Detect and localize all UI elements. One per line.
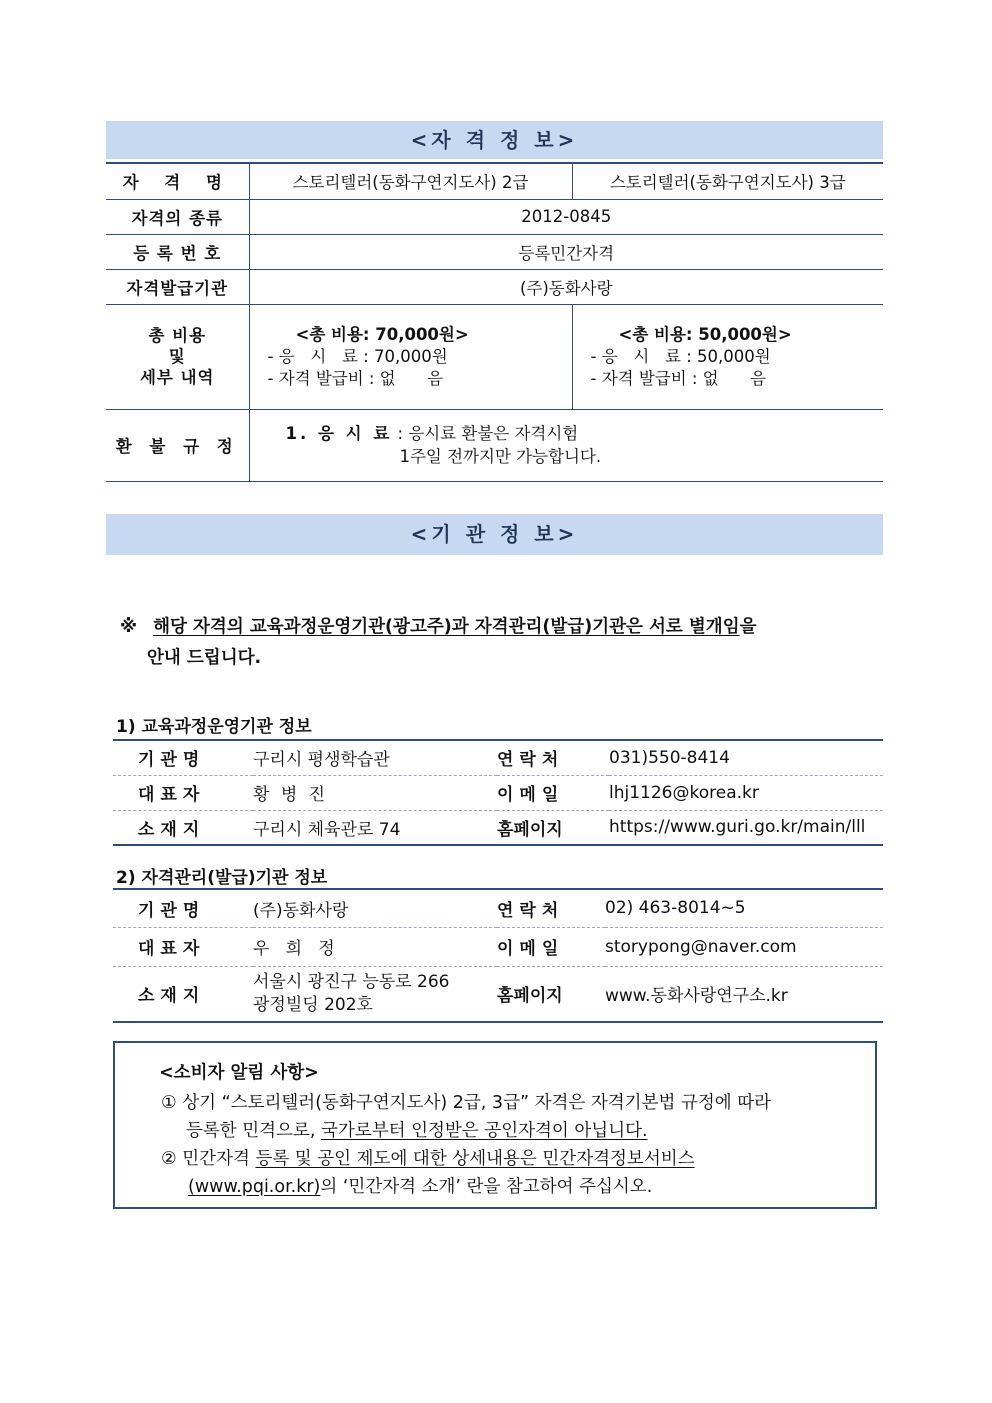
- consumer-item1-line1: ① 상기 “스토리텔러(동화구연지도사) 2급, 3급” 자격은 자격기본법 규정에 따라: [161, 1093, 772, 1113]
- org2-contact-label: 연락처: [497, 889, 605, 927]
- org1-home-value[interactable]: https://www.guri.go.kr/main/lll: [609, 810, 883, 845]
- org2-row-name: [113, 889, 883, 927]
- refund-key: 1. 응 시 료: [285, 424, 393, 443]
- notice: [120, 612, 757, 674]
- org1-home-label: 홈페이지: [497, 810, 609, 845]
- qual-cost-row: [106, 304, 883, 409]
- qualification-table: [106, 162, 883, 482]
- qual-type-row: [106, 199, 883, 234]
- reference-mark: ※: [120, 617, 138, 637]
- qual-reg-value: 등록민간자격: [249, 234, 883, 269]
- consumer-item1-line2: 등록한 민격으로, 국가로부터 인정받은 공인자격이 아닙니다.: [186, 1121, 648, 1141]
- notice-line1: 해당 자격의 교육과정운영기관(광고주)과 자격관리(발급)기관은 서로 별개임: [153, 617, 740, 637]
- qual-reg-row: [106, 234, 883, 269]
- org1-contact-value: 031)550-8414: [609, 740, 883, 775]
- notice-line1-tail: 을: [739, 617, 757, 637]
- org2-row-rep: [113, 927, 883, 966]
- refund-line2: 1주일 전까지만 가능합니다.: [399, 447, 602, 466]
- org1-addr-value: 구리시 체육관로 74: [253, 810, 497, 845]
- qual-name-grade3: 스토리텔러(동화구연지도사) 3급: [572, 163, 883, 199]
- qual-type-label: 자격의 종류: [106, 199, 249, 234]
- org2-row-addr: [113, 966, 883, 1022]
- org2-email-label: 이메일: [497, 927, 605, 966]
- qual-refund-value: [249, 409, 883, 481]
- org2-rep-value: 우 희 정: [253, 927, 497, 966]
- qualification-info-banner: [106, 121, 883, 159]
- qual-name-row: [106, 163, 883, 199]
- org1-name-label: 기관명: [113, 740, 253, 775]
- org2-contact-value: 02) 463-8014~5: [605, 889, 883, 927]
- qual-issuer-label: 자격발급기관: [106, 269, 249, 304]
- section-title: <자 격 정 보>: [410, 128, 579, 152]
- org1-row-rep: [113, 775, 883, 810]
- qual-cost-label: 총 비용 및 세부 내역: [106, 304, 249, 409]
- org2-name-label: 기관명: [113, 889, 253, 927]
- org1-rep-value: 황 병 진: [253, 775, 497, 810]
- org1-row-name: [113, 740, 883, 775]
- cost-fee-grade3: - 응 시 료 : 50,000원: [590, 346, 771, 366]
- refund-line1: : 응시료 환불은 자격시험: [392, 424, 579, 443]
- consumer-notice-box: [113, 1041, 877, 1209]
- consumer-item2-underline: 등록 및 공인 제도에 대한 상세내용은 민간자격정보서비스: [255, 1149, 695, 1169]
- org2-addr-value: [253, 966, 497, 1022]
- qual-cost-grade3: [572, 304, 883, 409]
- org2-rep-label: 대표자: [113, 927, 253, 966]
- org2-home-value[interactable]: www.동화사랑연구소.kr: [605, 966, 883, 1022]
- qual-name-grade2: 스토리텔러(동화구연지도사) 2급: [249, 163, 572, 199]
- organization-info-banner: [106, 514, 883, 555]
- org1-title: 1) 교육과정운영기관 정보: [116, 717, 312, 737]
- org1-addr-label: 소재지: [113, 810, 253, 845]
- cost-total-grade2: <총 비용: 70,000원>: [295, 324, 469, 344]
- org1-contact-label: 연락처: [497, 740, 609, 775]
- org1-table: [113, 739, 883, 846]
- cost-total-grade3: <총 비용: 50,000원>: [618, 324, 792, 344]
- pqi-link[interactable]: (www.pqi.or.kr): [188, 1177, 321, 1197]
- qual-cost-grade2: [249, 304, 572, 409]
- org2-table: [113, 888, 883, 1023]
- org2-addr-line1: 서울시 광진구 능동로 266: [253, 971, 450, 992]
- org1-name-value: 구리시 평생학습관: [253, 740, 497, 775]
- consumer-item1-underline: 국가로부터 인정받은 공인자격이 아닙니다.: [321, 1121, 648, 1141]
- qual-reg-label: 등 록 번 호: [106, 234, 249, 269]
- qual-refund-label: 환 불 규 정: [106, 409, 249, 481]
- consumer-item2-line2: (www.pqi.or.kr)의 ‘민간자격 소개’ 란을 참고하여 주십시오.: [188, 1177, 653, 1197]
- consumer-item2-line1: ② 민간자격 등록 및 공인 제도에 대한 상세내용은 민간자격정보서비스: [161, 1149, 695, 1169]
- org2-name-value: (주)동화사랑: [253, 889, 497, 927]
- section-title: <기 관 정 보>: [410, 522, 579, 546]
- org2-addr-label: 소재지: [113, 966, 253, 1022]
- cost-fee-grade2: - 응 시 료 : 70,000원: [267, 346, 448, 366]
- qual-type-value: 2012-0845: [249, 199, 883, 234]
- org2-title: 2) 자격관리(발급)기관 정보: [116, 868, 328, 888]
- cost-issue-grade3: - 자격 발급비 : 없 음: [590, 368, 767, 388]
- consumer-notice-title: <소비자 알림 사항>: [159, 1063, 319, 1083]
- org1-rep-label: 대표자: [113, 775, 253, 810]
- org1-email-value[interactable]: lhj1126@korea.kr: [609, 775, 883, 810]
- cost-issue-grade2: - 자격 발급비 : 없 음: [267, 368, 444, 388]
- org1-row-addr: [113, 810, 883, 845]
- qual-issuer-value: (주)동화사랑: [249, 269, 883, 304]
- qual-issuer-row: [106, 269, 883, 304]
- qual-name-label: 자 격 명: [106, 163, 249, 199]
- org1-email-label: 이메일: [497, 775, 609, 810]
- qual-refund-row: [106, 409, 883, 481]
- org2-home-label: 홈페이지: [497, 966, 605, 1022]
- org2-email-value[interactable]: storypong@naver.com: [605, 927, 883, 966]
- notice-line2: 안내 드립니다.: [147, 648, 262, 668]
- org2-addr-line2: 광정빌딩 202호: [253, 994, 373, 1015]
